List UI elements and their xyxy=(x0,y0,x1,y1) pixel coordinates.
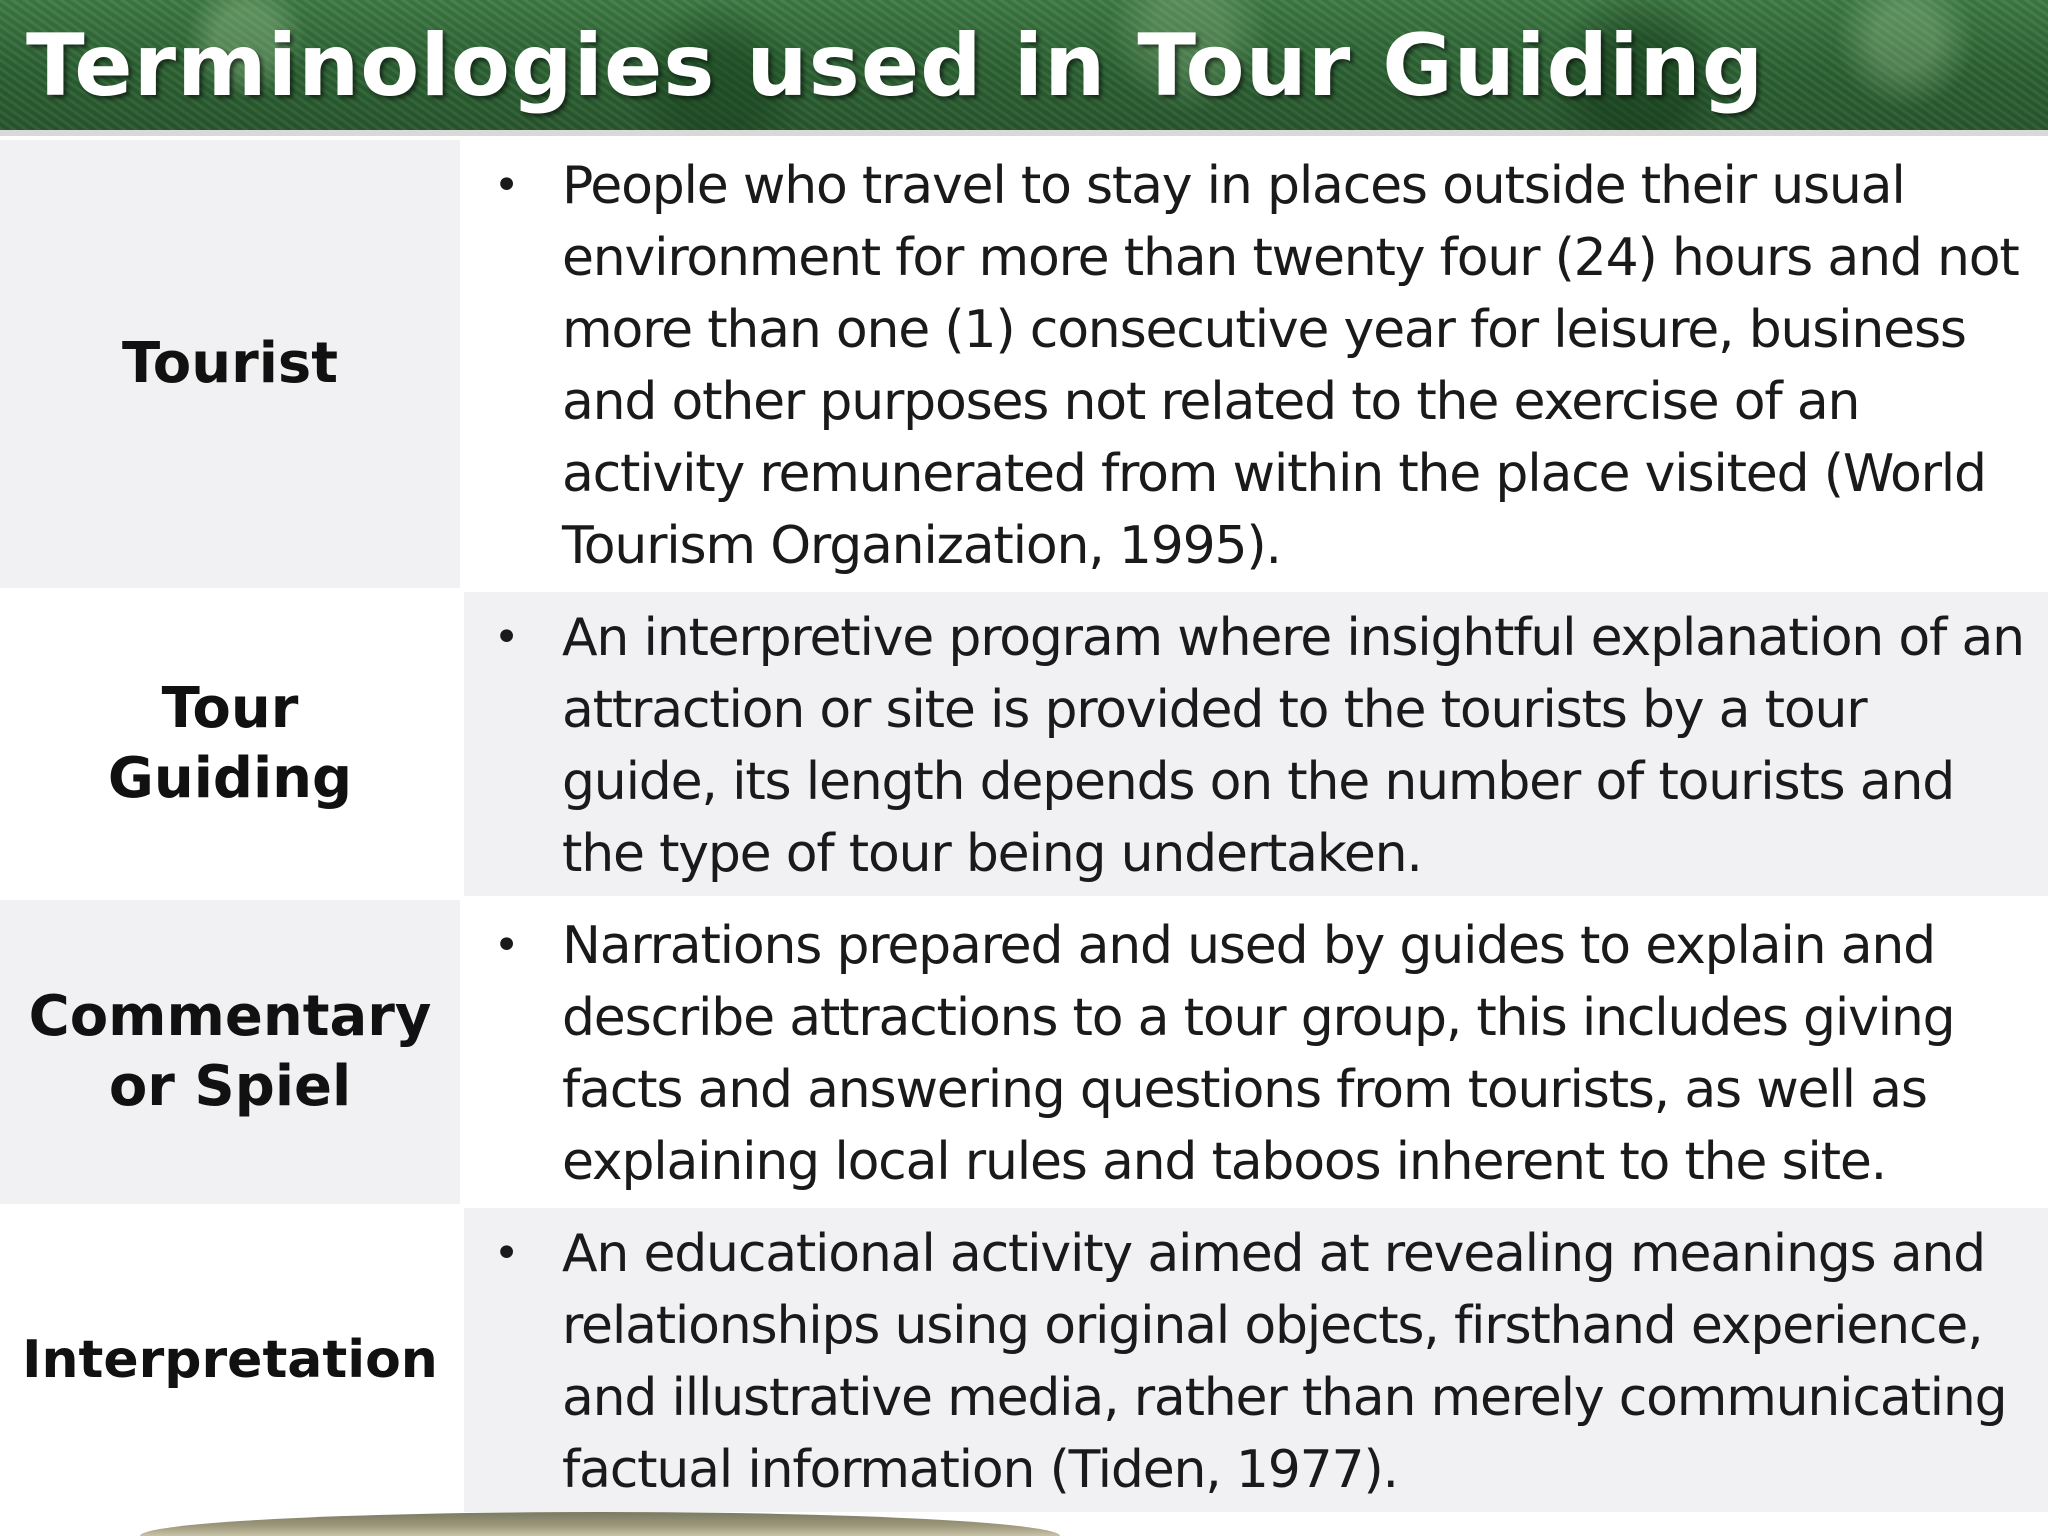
title-banner xyxy=(0,0,2048,136)
bullet-point: • xyxy=(493,1228,519,1279)
definition-text: Narrations prepared and used by guides to explain and describe attractions to a tour group, this includes giving facts and answering questions from tourists, as well as explaining local rules and taboos inherent to the site. xyxy=(562,916,1955,1192)
definition-cell xyxy=(464,900,2048,1204)
terms-table xyxy=(0,140,2048,1516)
table-row-commentary xyxy=(0,900,2048,1204)
bullet-point: • xyxy=(493,920,519,971)
term-cell: Tourist xyxy=(0,140,460,588)
bullet-point: • xyxy=(493,160,519,211)
bullet-point: • xyxy=(493,612,519,663)
definition-cell xyxy=(464,1208,2048,1512)
term-cell: Commentary or Spiel xyxy=(0,900,460,1204)
definition-cell xyxy=(464,592,2048,896)
table-row-tourist xyxy=(0,140,2048,588)
definition-text: An educational activity aimed at revealing meanings and relationships using original objects, firsthand experience, and illustrative media, rather than merely communicating factual information (Tiden, 1977). xyxy=(562,1224,2007,1500)
definition-text: People who travel to stay in places outside their usual environment for more than twenty four (24) hours and not more than one (1) consecutive year for leisure, business and other purposes not related to the exercise of an activity remunerated from within the place visited (World Tourism Organization, 1995). xyxy=(562,156,2019,576)
slide-title: Terminologies used in Tour Guiding xyxy=(26,16,1765,116)
definition-cell xyxy=(464,140,2048,588)
term-cell: Tour Guiding xyxy=(0,592,460,896)
table-row-tour-guiding xyxy=(0,592,2048,896)
definition-text: An interpretive program where insightful explanation of an attraction or site is provided to the tourists by a tour guide, its length depends on the number of tourists and the type of tour being undertaken. xyxy=(562,608,2024,884)
table-row-interpretation xyxy=(0,1208,2048,1512)
term-cell: Interpretation xyxy=(0,1208,460,1512)
